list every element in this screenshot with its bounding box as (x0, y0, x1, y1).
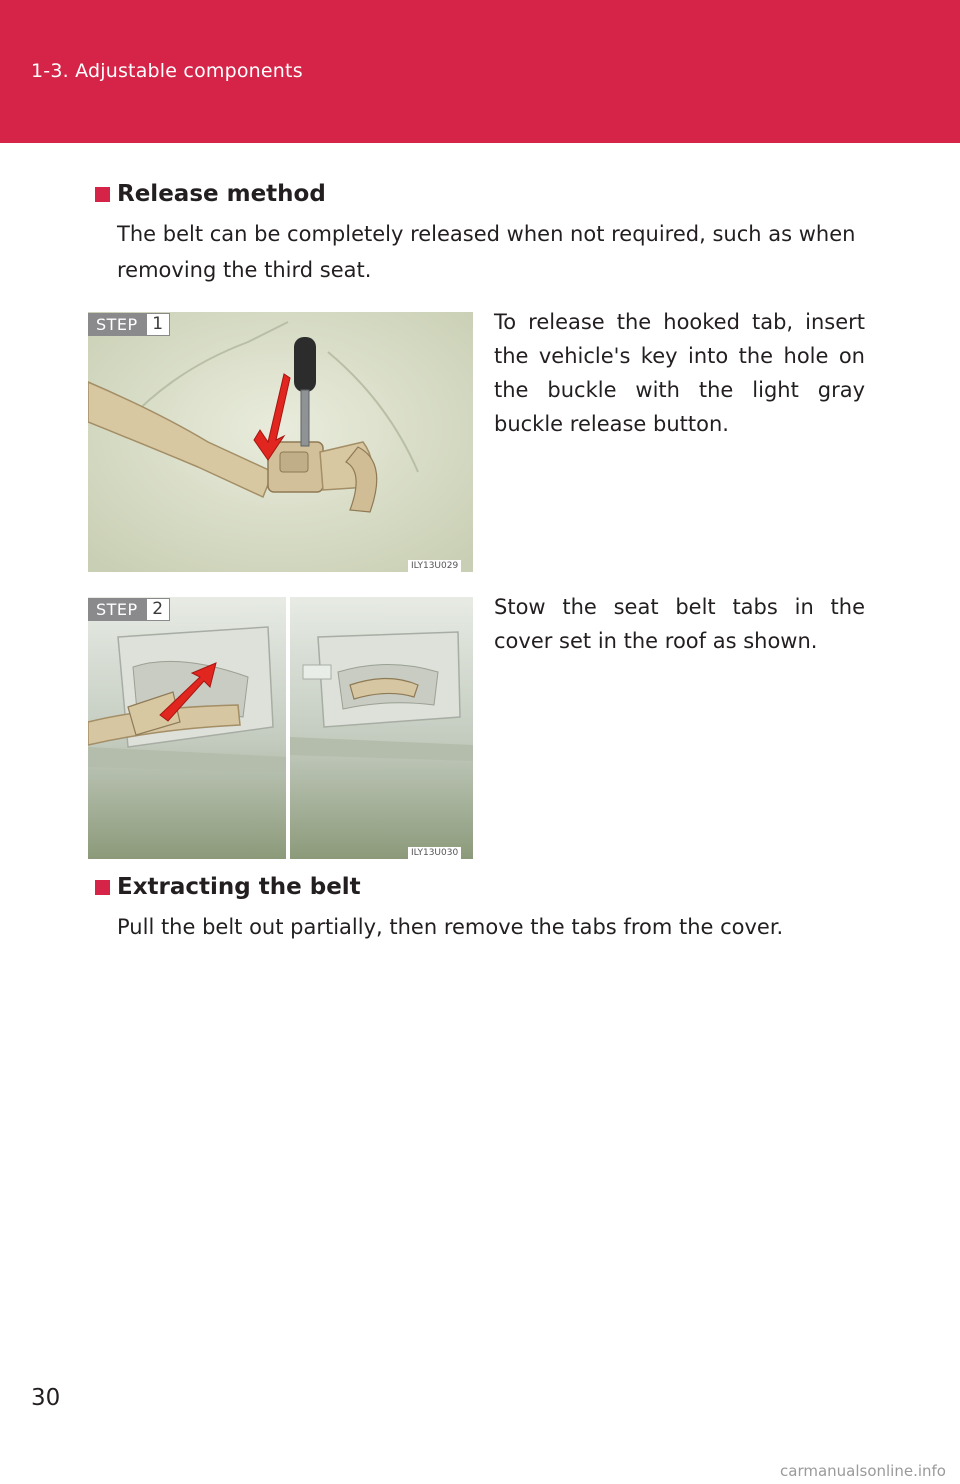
step-badge-2 (88, 598, 170, 621)
image-code: ILY13U029 (408, 560, 461, 572)
step-1-illustration (88, 312, 473, 572)
section-body: The belt can be completely released when not required, such as when removing the third seat. (117, 222, 856, 282)
square-bullet-icon (95, 880, 110, 895)
page-header (0, 0, 960, 143)
step-label: STEP (88, 313, 146, 336)
roof-cover-illustration (88, 597, 473, 859)
watermark: carmanualsonline.info (780, 1462, 946, 1480)
section-extracting-belt (95, 871, 875, 945)
heading-text: Release method (117, 181, 326, 207)
step-label: STEP (88, 598, 146, 621)
step-2-illustration (88, 597, 473, 859)
step-badge-1 (88, 313, 170, 336)
step-number: 1 (146, 313, 170, 336)
image-code: ILY13U030 (408, 847, 461, 859)
section-release-method (95, 178, 875, 288)
section-body: Pull the belt out partially, then remove the tabs from the cover. (117, 915, 784, 939)
section-heading (95, 871, 875, 903)
step-2-text: Stow the seat belt tabs in the cover set in the roof as shown. (494, 595, 865, 653)
seatbelt-key-illustration (88, 312, 473, 572)
chapter-title: 1-3. Adjustable components (31, 60, 303, 82)
square-bullet-icon (95, 187, 110, 202)
step-number: 2 (146, 598, 170, 621)
heading-text: Extracting the belt (117, 874, 361, 900)
section-heading (95, 178, 875, 210)
page-number: 30 (31, 1385, 61, 1411)
step-1-text: To release the hooked tab, insert the vehicle's key into the hole on the buckle with the light gray buckle release button. (494, 310, 865, 436)
